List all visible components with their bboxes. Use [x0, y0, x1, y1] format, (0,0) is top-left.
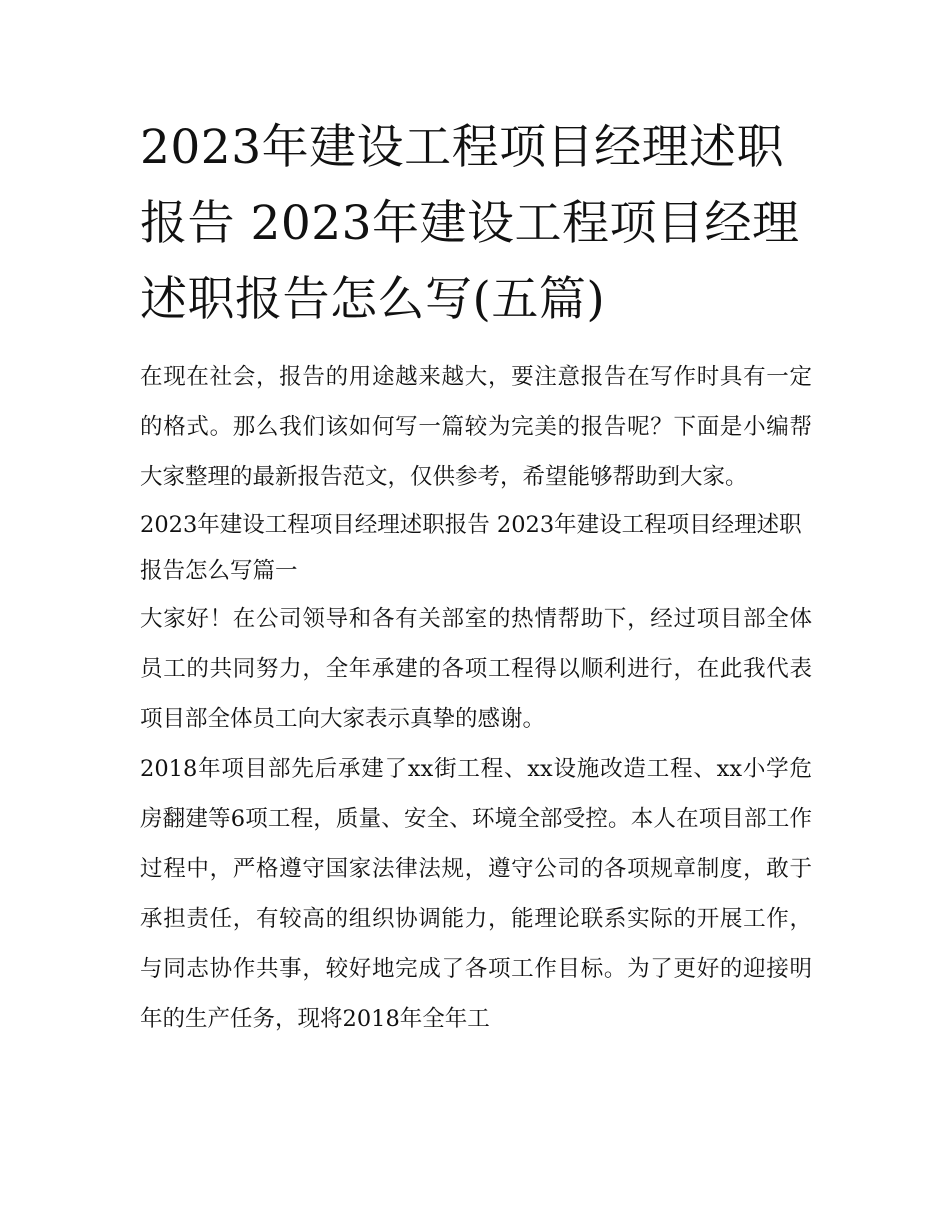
body-paragraph-1: 大家好！在公司领导和各有关部室的热情帮助下，经过项目部全体员工的共同努力，全年承建的各项工程得以顺利进行，在此我代表项目部全体员工向大家表示真挚的感谢。: [140, 606, 812, 732]
document-title: 2023年建设工程项目经理述职报告 2023年建设工程项目经理述职报告怎么写(五篇): [140, 120, 800, 327]
body-paragraph-2: 2018年项目部先后承建了xx街工程、xx设施改造工程、xx小学危房翻建等6项工程，质量、安全、环境全部受控。本人在项目部工作过程中，严格遵守国家法律法规，遵守公司的各项规章制度，敢于承担责任，有较高的组织协调能力，能理论联系实际的开展工作，与同志协作共事，较好地完成了各项工作目标。为了更好的迎接明年的生产任务，现将2018年全年工: [140, 756, 812, 1032]
intro-paragraph: 在现在社会，报告的用途越来越大，要注意报告在写作时具有一定的格式。那么我们该如何写一篇较为完美的报告呢？下面是小编帮大家整理的最新报告范文，仅供参考，希望能够帮助到大家。: [140, 364, 812, 490]
document-page: [140, 110, 812, 1044]
section-heading: 2023年建设工程项目经理述职报告 2023年建设工程项目经理述职报告怎么写篇一: [140, 512, 802, 584]
